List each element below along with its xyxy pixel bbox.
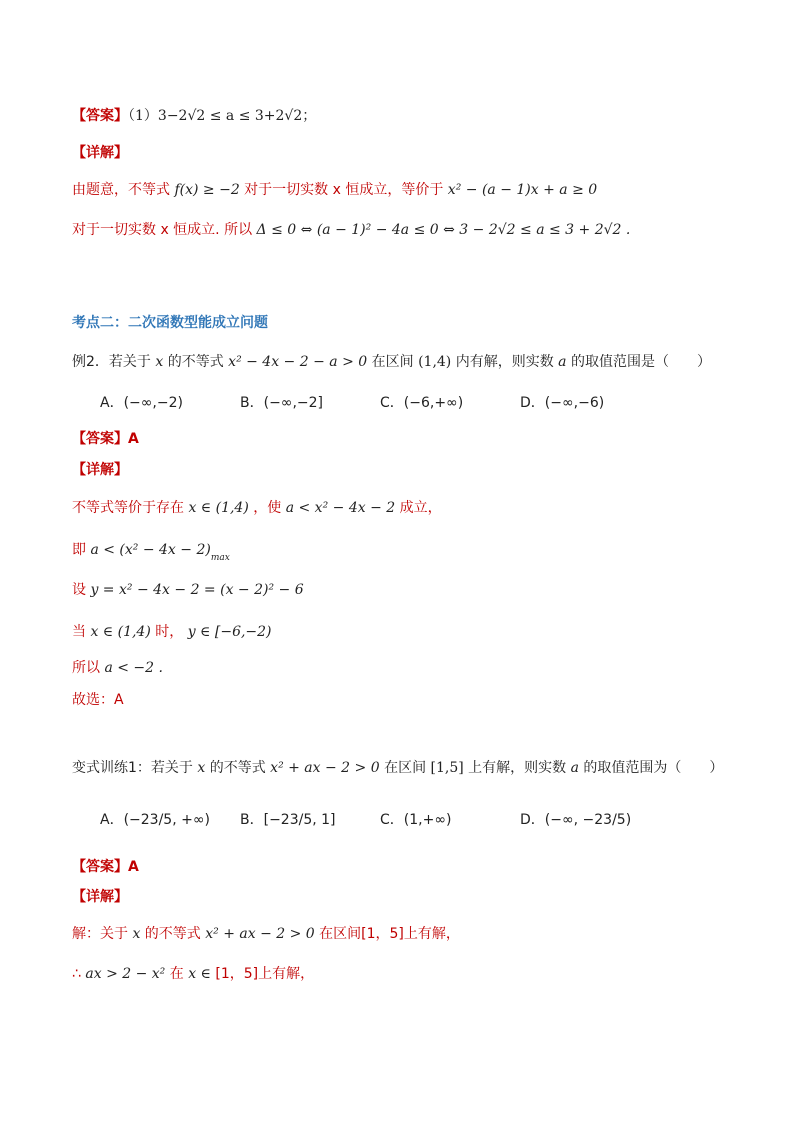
example2-answer: 【答案】A — [72, 431, 139, 447]
training1-detail-label: 【详解】 — [72, 889, 128, 905]
example2-option-d: D．(−∞,−6) — [520, 395, 605, 411]
example2-question: 例2．若关于 x 的不等式 x² − 4x − 2 − a > 0 在区间 (1,4) 内有解，则实数 a 的取值范围是（ ） — [72, 354, 711, 370]
training1-detail-1: 解：关于 x 的不等式 x² + ax − 2 > 0 在区间[1，5]上有解， — [72, 926, 460, 942]
training1-option-b: B．[−23/5, 1] — [240, 812, 336, 828]
example2-detail-1: 不等式等价于存在 x ∈ (1,4) ，使 a < x² − 4x − 2 成立， — [72, 500, 442, 516]
example2-detail-label: 【详解】 — [72, 462, 128, 478]
training1-question: 变式训练1：若关于 x 的不等式 x² + ax − 2 > 0 在区间 [1,5] 上有解，则实数 a 的取值范围为（ ） — [72, 760, 724, 776]
section-heading: 考点二：二次函数型能成立问题 — [72, 315, 268, 331]
detail-line-2: 对于一切实数 x 恒成立. 所以 Δ ≤ 0 ⇔ (a − 1)² − 4a ≤ 0 ⇔ 3 − 2√2 ≤ a ≤ 3 + 2√2 . — [72, 222, 631, 238]
example2-option-b: B．(−∞,−2] — [240, 395, 324, 411]
training1-option-c: C．(1,+∞) — [380, 812, 452, 828]
example2-detail-4: 当 x ∈ (1,4) 时， y ∈ [−6,−2) — [72, 624, 272, 640]
example2-option-a: A．(−∞,−2) — [100, 395, 183, 411]
training1-detail-2: ∴ ax > 2 − x² 在 x ∈ [1，5]上有解， — [72, 966, 315, 982]
training1-option-d: D．(−∞, −23/5) — [520, 812, 632, 828]
training1-answer: 【答案】A — [72, 859, 139, 875]
example2-choose: 故选：A — [72, 692, 124, 708]
example2-detail-2: 即 $a < (x^2 - 4x - 2)_{max}$ — [72, 542, 230, 563]
example2-option-c: C．(−6,+∞) — [380, 395, 464, 411]
example2-detail-5: 所以 a < −2 . — [72, 660, 163, 676]
detail-line-1: 由题意，不等式 f(x) ≥ −2 对于一切实数 x 恒成立，等价于 x² − (a − 1)x + a ≥ 0 — [72, 182, 598, 198]
training1-option-a: A．(−23/5, +∞) — [100, 812, 210, 828]
answer-text: （1）3−2√2 ≤ a ≤ 3+2√2； — [128, 108, 317, 124]
example2-detail-3: 设 y = x² − 4x − 2 = (x − 2)² − 6 — [72, 582, 304, 598]
answer-label: 【答案】 — [72, 108, 128, 124]
answer-line-1 — [72, 106, 316, 126]
detail-label: 【详解】 — [72, 145, 128, 161]
